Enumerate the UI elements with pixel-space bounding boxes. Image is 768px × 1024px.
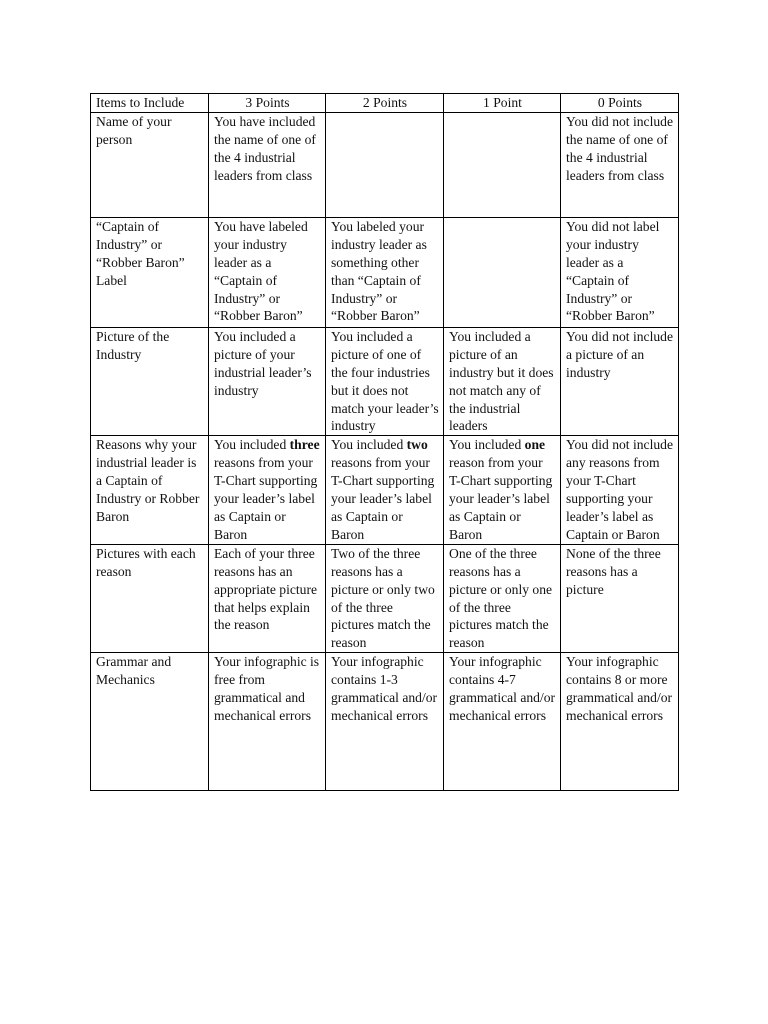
score-2-cell xyxy=(326,436,444,544)
row-name-of-person xyxy=(91,112,679,217)
score-3-cell: You included a picture of your industrial leader’s industry xyxy=(209,327,326,435)
score-3-cell: You have included the name of one of the 4 industrial leaders from class xyxy=(209,112,326,217)
score-0-cell: You did not include a picture of an industry xyxy=(561,327,679,435)
header-2-points: 2 Points xyxy=(326,94,444,113)
score-3-cell: You have labeled your industry leader as a “Captain of Industry” or “Robber Baron” xyxy=(209,217,326,327)
row-captain-or-baron-label xyxy=(91,217,679,327)
item-cell: “Captain of Industry” or “Robber Baron” Label xyxy=(91,217,209,327)
cell-text-after: reason from your T-Chart supporting your leader’s label as Captain or Baron xyxy=(449,455,553,542)
row-grammar-mechanics xyxy=(91,653,679,791)
item-cell: Name of your person xyxy=(91,112,209,217)
score-0-cell: You did not include any reasons from your T-Chart supporting your leader’s label as Captain or Baron xyxy=(561,436,679,544)
score-0-cell: Your infographic contains 8 or more grammatical and/or mechanical errors xyxy=(561,653,679,791)
score-0-cell: You did not include the name of one of the 4 industrial leaders from class xyxy=(561,112,679,217)
score-1-cell xyxy=(444,217,561,327)
cell-text-before: You included xyxy=(214,437,290,453)
score-2-cell xyxy=(326,112,444,217)
item-cell: Pictures with each reason xyxy=(91,544,209,652)
score-1-cell: Your infographic contains 4-7 grammatical and/or mechanical errors xyxy=(444,653,561,791)
score-0-cell: You did not label your industry leader as a “Captain of Industry” or “Robber Baron” xyxy=(561,217,679,327)
score-1-cell xyxy=(444,112,561,217)
score-1-cell xyxy=(444,436,561,544)
row-reasons xyxy=(91,436,679,544)
cell-bold-word: three xyxy=(289,437,320,453)
score-2-cell: You labeled your industry leader as something other than “Captain of Industry” or “Robber Baron” xyxy=(326,217,444,327)
score-3-cell xyxy=(209,436,326,544)
item-cell: Reasons why your industrial leader is a Captain of Industry or Robber Baron xyxy=(91,436,209,544)
cell-text-after: reasons from your T-Chart supporting your leader’s label as Captain or Baron xyxy=(214,455,318,542)
cell-bold-word: one xyxy=(524,437,546,453)
header-row xyxy=(91,94,679,113)
score-2-cell: Your infographic contains 1-3 grammatical and/or mechanical errors xyxy=(326,653,444,791)
header-items-to-include: Items to Include xyxy=(91,94,209,113)
score-3-cell: Your infographic is free from grammatical and mechanical errors xyxy=(209,653,326,791)
cell-text-after: reasons from your T-Chart supporting your leader’s label as Captain or Baron xyxy=(331,455,435,542)
item-cell: Picture of the Industry xyxy=(91,327,209,435)
score-2-cell: You included a picture of one of the four industries but it does not match your leader’s industry xyxy=(326,327,444,435)
score-0-cell: None of the three reasons has a picture xyxy=(561,544,679,652)
header-0-points: 0 Points xyxy=(561,94,679,113)
cell-text-before: You included xyxy=(449,437,525,453)
header-3-points: 3 Points xyxy=(209,94,326,113)
item-cell: Grammar and Mechanics xyxy=(91,653,209,791)
header-1-point: 1 Point xyxy=(444,94,561,113)
cell-text-before: You included xyxy=(331,437,407,453)
score-1-cell: One of the three reasons has a picture or only one of the three pictures match the reason xyxy=(444,544,561,652)
cell-bold-word: two xyxy=(406,437,428,453)
row-pictures-with-reasons xyxy=(91,544,679,652)
score-3-cell: Each of your three reasons has an appropriate picture that helps explain the reason xyxy=(209,544,326,652)
score-2-cell: Two of the three reasons has a picture or only two of the three pictures match the reason xyxy=(326,544,444,652)
row-picture-of-industry xyxy=(91,327,679,435)
score-1-cell: You included a picture of an industry but it does not match any of the industrial leaders xyxy=(444,327,561,435)
rubric-table xyxy=(90,93,679,791)
